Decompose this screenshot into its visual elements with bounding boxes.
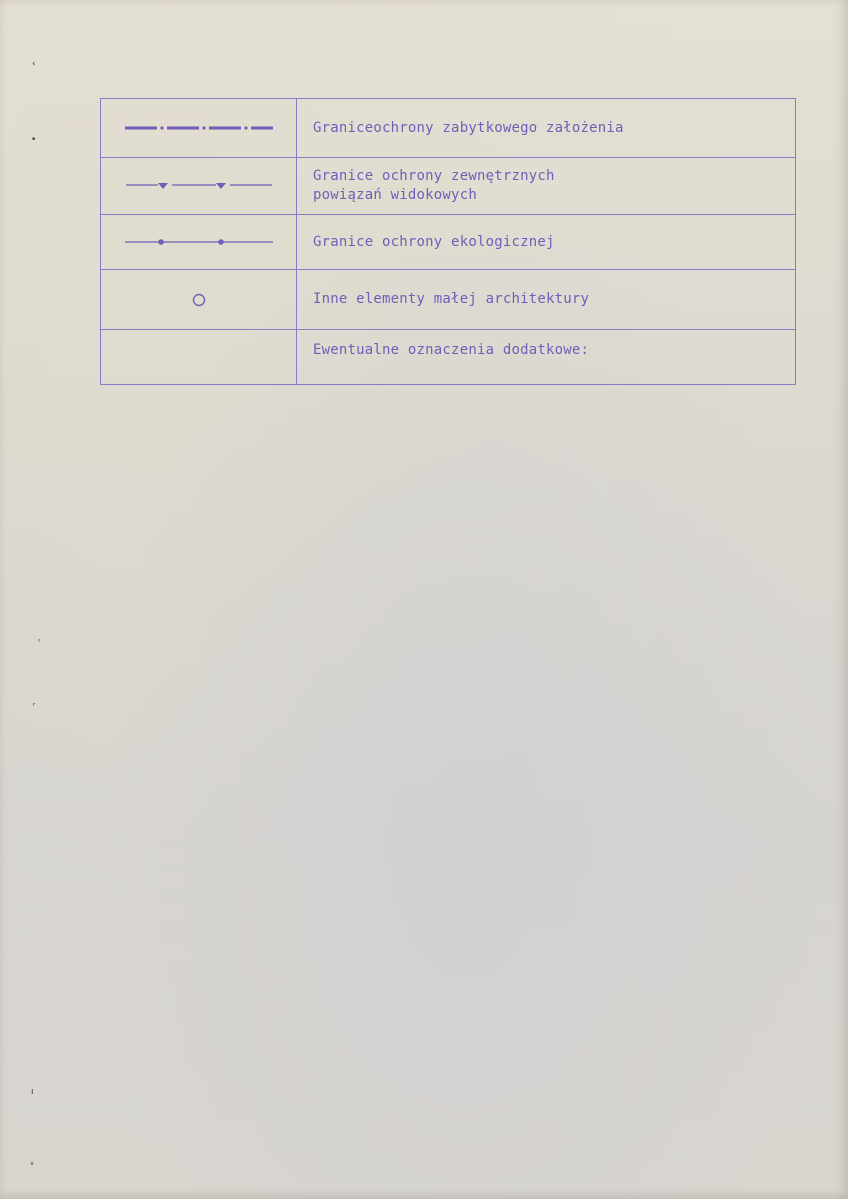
legend-row [101, 330, 796, 385]
legend-row [101, 270, 796, 330]
legend-description [297, 330, 796, 385]
binding-hole-mark: ʿ [38, 639, 41, 649]
legend-symbol-cell [101, 99, 297, 158]
legend-text: Graniceochrony zabytkowego założenia [313, 119, 624, 136]
legend-row [101, 99, 796, 158]
line-with-dots-icon [123, 237, 275, 247]
legend-text: Granice ochrony zewnętrznych [313, 168, 555, 184]
legend-row [101, 215, 796, 270]
legend-description [297, 270, 796, 330]
legend-symbol-cell [101, 215, 297, 270]
legend-symbol-cell [101, 270, 297, 330]
legend-description [297, 215, 796, 270]
legend-symbol-cell [101, 158, 297, 215]
legend-description [297, 158, 796, 215]
legend-text: powiązań widokowych [313, 187, 477, 203]
binding-hole-mark: ‹ [32, 59, 36, 69]
binding-hole-mark: ʳ [33, 702, 36, 712]
line-with-triangles-icon [124, 181, 274, 191]
legend-symbol-cell-empty [101, 330, 297, 385]
binding-hole-mark: ı [31, 1087, 34, 1097]
legend-text: Inne elementy małej architektury [313, 291, 590, 307]
legend-row [101, 158, 796, 215]
dash-dot-line-icon [123, 124, 275, 132]
legend-text: Ewentualne oznaczenia dodatkowe: [313, 342, 590, 358]
circle-icon [191, 292, 207, 308]
legend-table [100, 98, 796, 385]
binding-hole-mark: • [31, 135, 37, 145]
legend-text: Granice ochrony ekologicznej [313, 233, 555, 250]
legend-description [297, 99, 796, 158]
binding-hole-mark: ˣ [30, 1161, 34, 1171]
